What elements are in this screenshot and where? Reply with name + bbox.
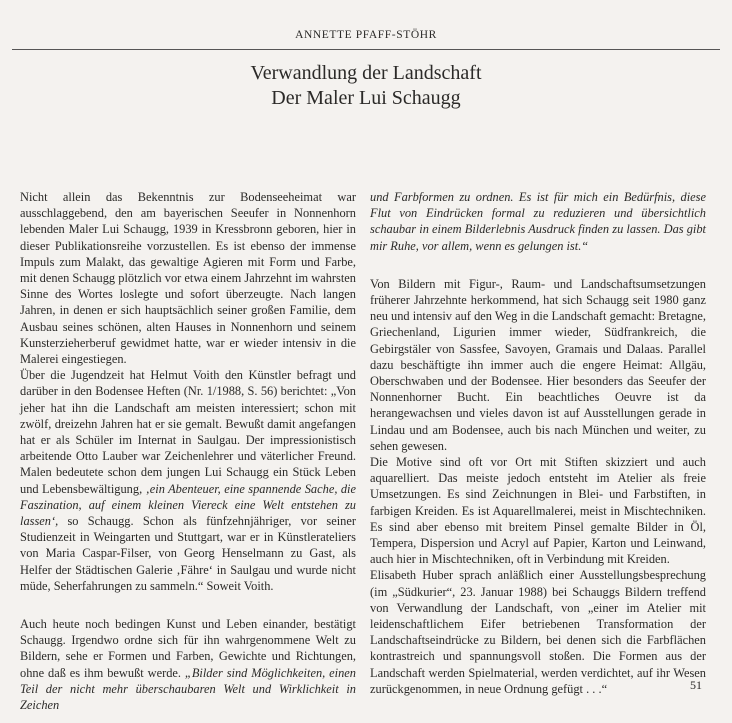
paragraph-quote-continued: und Farbformen zu ordnen. Es ist für mich ein Bedürfnis, diese Flut von Eindrücken formal zu reduzieren und übersichtlich schaubar in einem Bilderlebnis Ausdruck finden zu lassen. Das gibt mir Ruhe, vor allem, wenn es gelungen ist.“ bbox=[370, 190, 706, 253]
paragraph-youth bbox=[20, 367, 356, 594]
title-line-2: Der Maler Lui Schaugg bbox=[271, 87, 461, 109]
paragraph-youth-text-a: Über die Jugendzeit hat Helmut Voith den Künstler befragt und darüber in den Bodensee Heften (Nr. 1/1988, S. 56) berichtet: „Von jeher hat ihn die Landschaft am meisten interessiert; schon mit zwölf, dreizehn Jahren hat er sie gemalt. Bewußt damit angefangen hat er als Schüler im Internat in Saulgau. Der impressionistisch arbeitende Otto Lauber war Zeichenlehrer und väterlicher Freund. Malen bedeutete schon dem jungen Lui Schaugg ein Stück Leben und Lebensbewältigung, bbox=[20, 368, 356, 496]
paragraph-youth-quote: ‚ein Abenteuer, eine spannende Sache, die Faszination, auf einem kleinen Viereck eine Welt entstehen zu lassen‘, bbox=[20, 481, 356, 529]
paragraph-landscapes: Von Bildern mit Figur-, Raum- und Landschaftsumsetzungen früherer Jahrzehnte herkommend, hat sich Schaugg seit 1980 ganz neu und intensiv auf den Weg in die Landschaft gemacht: Bretagne, Griechenland, Ligurien immer wieder, Südfrankreich, die Gebirgstäler von Sassfee, Savoyen, Gramais und Dalaas. Parallel dazu beschäftigte ihn immer auch die engere Heimat: Allgäu, Oberschwaben und der Bodensee. Hier besonders das Seeufer der Nonnenhorner Bucht. Ein beachtliches Oeuvre ist da herangewachsen und vieles davon ist auf Ausstellungen gerade in Lindau und am Bodensee, auch bis nach München und weiter, zu sehen gewesen. bbox=[370, 276, 706, 453]
paragraph-huber: Elisabeth Huber sprach anläßlich einer Ausstellungsbesprechung (im „Südkurier“, 23. Januar 1988) bei Schauggs Bildern treffend von Verwandlung der Landschaft, von „einer im Atelier mit leidenschaftlichem Eifer betriebenen Transformation der Landschaftseindrücke zu Bildern, bei denen sich die Farbflächen kontrastreich und spannungsvoll stoßen. Die Formen aus der Landschaft werden Spielmaterial, werden verdichtet, auf ihr Wesen zurückgenommen, in neue Ordnung gefügt . . .“ bbox=[370, 568, 706, 696]
paragraph-art-and-life bbox=[20, 616, 356, 713]
right-column bbox=[370, 189, 706, 697]
paragraph-art-text: Auch heute noch bedingen Kunst und Leben einander, bestätigt Schaugg. Irgendwo ordne sich für ihn wahrgenommene Welt zu Bildern, sehe er Formen und Farben, Gewichte und Richtungen, ohne daß es ihm bewußt werde. bbox=[20, 617, 356, 680]
left-column bbox=[20, 189, 356, 713]
paragraph-art-quote: „Bilder sind Möglichkeiten, einen Teil der nicht mehr überschaubaren Welt und Wirklichkeit in Zeichen bbox=[20, 665, 356, 713]
running-head: ANNETTE PFAFF-STÖHR bbox=[295, 29, 437, 41]
title-line-1: Verwandlung der Landschaft bbox=[250, 62, 482, 84]
paragraph-techniques: Die Motive sind oft vor Ort mit Stiften skizziert und auch aquarelliert. Das meiste jedoch entsteht im Atelier als freie Umsetzungen. Es sind Zeichnungen in Blei- und Farbstiften, in farbigen Kreiden. Es ist Aquarellmalerei, meist in Mischtechniken. Es sind aber ebenso mit breitem Pinsel gemalte Bilder in Öl, Tempera, Dispersion und Acryl auf Papier, Karton und Leinwand, auch hier in Mischtechniken, oft in Verbindung mit Kreiden. bbox=[370, 455, 706, 567]
header-rule bbox=[12, 49, 720, 50]
paragraph-intro: Nicht allein das Bekenntnis zur Bodenseeheimat war ausschlaggebend, den am bayerischen Seeufer in Nonnenhorn lebenden Maler Lui Schaugg, 1939 in Kressbronn geboren, hier in dieser Publikationsreihe vorzustellen. Es ist ebenso der immense Impuls zum Malakt, das gewaltige Agieren mit Form und Farbe, mit denen Schaugg plötzlich vor etwa einem Jahrzehnt im wahrsten Sinne des Wortes loslegte und sofort überzeugte. Nach langen Jahren, in denen er sich hauptsächlich seiner großen Familie, dem Ausbau seines schönen, alten Hauses in Nonnenhorn und seinem Kunsterzieherberuf gewidmet hatte, war er wieder intensiv in die Malerei eingestiegen. bbox=[20, 190, 356, 367]
paragraph-youth-text-b: so Schaugg. Schon als fünfzehnjähriger, vor seiner Studienzeit in Weingarten und Stuttgart, war er in Künstlerateliers von Maria Caspar-Filser, von Georg Henselmann zu Gast, als Helfer der Städtischen Galerie ‚Fähre‘ in Saulgau und wurde nicht müde, Seherfahrungen zu sammeln.“ Soweit Voith. bbox=[20, 514, 356, 593]
article-title bbox=[0, 61, 732, 111]
page-number: 51 bbox=[690, 678, 702, 692]
